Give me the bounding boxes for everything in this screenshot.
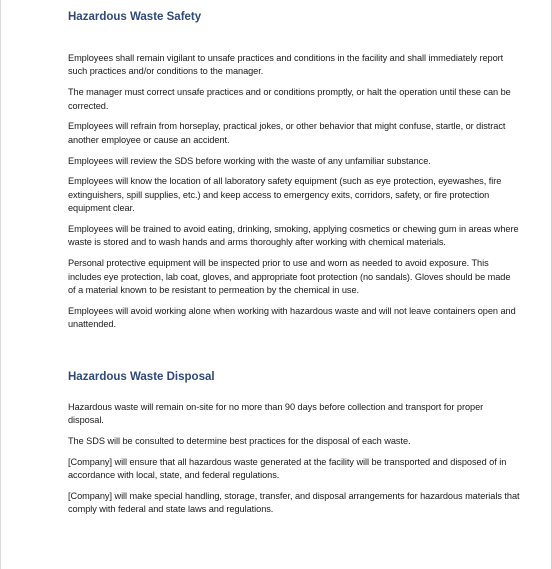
paragraph: Employees will know the location of all laboratory safety equipment (such as eye protection, eyewashes, fire extinguishers, spill supplies, etc.) and keep access to emergency exits, corridors, safety, or fire protection equipment clear. bbox=[68, 176, 502, 214]
paragraph: The SDS will be consulted to determine best practices for the disposal of each waste. bbox=[68, 435, 411, 446]
paragraph: Employees will refrain from horseplay, practical jokes, or other behavior that might confuse, startle, or distract another employee or cause an accident. bbox=[68, 121, 506, 145]
section-title-hazardous-waste-disposal: Hazardous Waste Disposal bbox=[68, 370, 215, 383]
paragraph: Employees will avoid working alone when working with hazardous waste and will not leave containers open and unattended. bbox=[68, 305, 516, 330]
paragraph: Employees will be trained to avoid eating, drinking, smoking, applying cosmetics or chewing gum in areas where waste is stored and to wash hands and arms thoroughly after working with chemical materials. bbox=[68, 224, 519, 248]
paragraph: [Company] will ensure that all hazardous waste generated at the facility will be transported and disposed of in accordance with local, state, and federal regulations. bbox=[68, 456, 507, 481]
section-title-hazardous-waste-safety: Hazardous Waste Safety bbox=[68, 11, 202, 23]
section-body-hazardous-waste-safety bbox=[68, 52, 520, 332]
paragraph: The manager must correct unsafe practices and or conditions promptly, or halt the operation until these can be corrected. bbox=[68, 87, 511, 111]
paragraph: [Company] will make special handling, storage, transfer, and disposal arrangements for hazardous materials that comply with federal and state laws and regulations. bbox=[68, 490, 520, 515]
paragraph: Hazardous waste will remain on-site for no more than 90 days before collection and transport for proper disposal. bbox=[68, 401, 484, 426]
section-body-hazardous-waste-disposal bbox=[68, 401, 520, 517]
paragraph: Employees shall remain vigilant to unsafe practices and conditions in the facility and shall immediately report such practices and/or conditions to the manager. bbox=[68, 53, 504, 77]
document-content bbox=[68, 10, 520, 524]
paragraph: Employees will review the SDS before working with the waste of any unfamiliar substance. bbox=[68, 155, 431, 166]
paragraph: Personal protective equipment will be inspected prior to use and worn as needed to avoid exposure. This includes eye protection, lab coat, gloves, and appropriate foot protection (no sandals). Gloves should be made of a material known to be resistant to permeation by the chemical in use. bbox=[68, 258, 511, 296]
